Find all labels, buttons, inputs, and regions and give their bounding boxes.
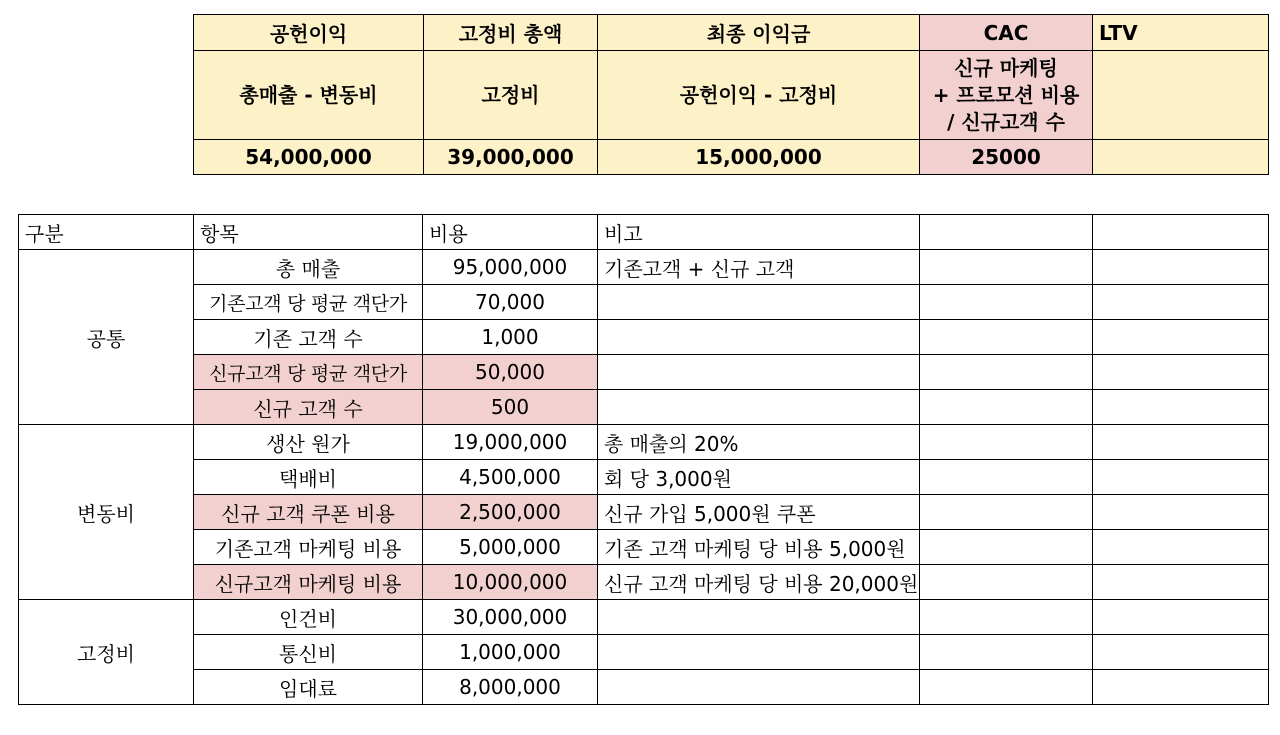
item-cell[interactable]: 기존고객 마케팅 비용	[194, 530, 423, 565]
cost-cell[interactable]: 4,500,000	[423, 460, 598, 495]
empty-cell[interactable]	[1093, 425, 1269, 460]
item-cell[interactable]: 총 매출	[194, 250, 423, 285]
table-row	[19, 250, 1269, 285]
cost-cell[interactable]: 95,000,000	[423, 250, 598, 285]
empty-cell[interactable]	[1093, 600, 1269, 635]
cost-cell[interactable]: 1,000,000	[423, 635, 598, 670]
cost-cell[interactable]: 500	[423, 390, 598, 425]
empty-cell[interactable]	[1093, 250, 1269, 285]
summary-value-final-profit[interactable]: 15,000,000	[598, 140, 920, 175]
item-cell[interactable]: 신규 고객 수	[194, 390, 423, 425]
empty-cell[interactable]	[1093, 320, 1269, 355]
note-cell[interactable]: 기존고객 + 신규 고객	[598, 250, 920, 285]
cost-table	[18, 214, 1269, 705]
note-cell[interactable]	[598, 390, 920, 425]
empty-cell[interactable]	[920, 565, 1093, 600]
empty-cell[interactable]	[920, 495, 1093, 530]
empty-cell[interactable]	[920, 425, 1093, 460]
note-cell[interactable]	[598, 320, 920, 355]
note-cell[interactable]	[598, 285, 920, 320]
empty-cell[interactable]	[1093, 355, 1269, 390]
summary-formula-ltv[interactable]	[1093, 51, 1269, 140]
empty-cell[interactable]	[920, 635, 1093, 670]
empty-cell[interactable]	[920, 670, 1093, 705]
table-row	[19, 635, 1269, 670]
cac-formula-line-2: + 프로모션 비용	[932, 82, 1080, 107]
item-cell[interactable]: 신규고객 마케팅 비용	[194, 565, 423, 600]
cost-table-header-row	[19, 215, 1269, 250]
note-cell[interactable]	[598, 355, 920, 390]
summary-formula-row	[194, 51, 1269, 140]
item-cell[interactable]: 기존 고객 수	[194, 320, 423, 355]
cost-cell[interactable]: 10,000,000	[423, 565, 598, 600]
summary-header-fixed-total[interactable]: 고정비 총액	[424, 15, 598, 51]
table-row	[19, 285, 1269, 320]
column-header-note[interactable]: 비고	[598, 215, 920, 250]
empty-cell[interactable]	[920, 530, 1093, 565]
table-row	[19, 670, 1269, 705]
note-cell[interactable]: 기존 고객 마케팅 당 비용 5,000원	[598, 530, 920, 565]
summary-formula-cac[interactable]	[920, 51, 1093, 140]
cost-cell[interactable]: 50,000	[423, 355, 598, 390]
cost-cell[interactable]: 19,000,000	[423, 425, 598, 460]
summary-value-fixed-total[interactable]: 39,000,000	[424, 140, 598, 175]
empty-cell[interactable]	[1093, 565, 1269, 600]
note-cell[interactable]: 총 매출의 20%	[598, 425, 920, 460]
item-cell[interactable]: 임대료	[194, 670, 423, 705]
summary-header-contribution[interactable]: 공헌이익	[194, 15, 424, 51]
empty-cell[interactable]	[1093, 285, 1269, 320]
cost-cell[interactable]: 8,000,000	[423, 670, 598, 705]
summary-formula-final-profit[interactable]: 공헌이익 - 고정비	[598, 51, 920, 140]
table-row	[19, 460, 1269, 495]
summary-header-final-profit[interactable]: 최종 이익금	[598, 15, 920, 51]
table-row	[19, 425, 1269, 460]
empty-cell[interactable]	[1093, 495, 1269, 530]
note-cell[interactable]: 신규 고객 마케팅 당 비용 20,000원	[598, 565, 920, 600]
cac-formula-line-1: 신규 마케팅	[954, 55, 1058, 80]
summary-formula-contribution[interactable]: 총매출 - 변동비	[194, 51, 424, 140]
empty-cell[interactable]	[920, 355, 1093, 390]
summary-header-row	[194, 15, 1269, 51]
empty-cell[interactable]	[920, 390, 1093, 425]
empty-cell[interactable]	[920, 320, 1093, 355]
column-header-item[interactable]: 항목	[194, 215, 423, 250]
group-variable[interactable]: 변동비	[19, 425, 194, 600]
column-header-cost[interactable]: 비용	[423, 215, 598, 250]
group-common[interactable]: 공통	[19, 250, 194, 425]
note-cell[interactable]	[598, 635, 920, 670]
item-cell[interactable]: 생산 원가	[194, 425, 423, 460]
empty-cell[interactable]	[920, 250, 1093, 285]
note-cell[interactable]: 신규 가입 5,000원 쿠폰	[598, 495, 920, 530]
summary-value-cac[interactable]: 25000	[920, 140, 1093, 175]
column-header-empty-1[interactable]	[920, 215, 1093, 250]
table-row	[19, 565, 1269, 600]
group-fixed[interactable]: 고정비	[19, 600, 194, 705]
empty-cell[interactable]	[1093, 460, 1269, 495]
item-cell[interactable]: 기존고객 당 평균 객단가	[194, 285, 423, 320]
note-cell[interactable]	[598, 600, 920, 635]
cac-formula-line-3: / 신규고객 수	[947, 109, 1065, 134]
summary-value-contribution[interactable]: 54,000,000	[194, 140, 424, 175]
column-header-category[interactable]: 구분	[19, 215, 194, 250]
column-header-empty-2[interactable]	[1093, 215, 1269, 250]
summary-value-ltv[interactable]	[1093, 140, 1269, 175]
item-cell[interactable]: 택배비	[194, 460, 423, 495]
cost-cell[interactable]: 70,000	[423, 285, 598, 320]
table-row	[19, 600, 1269, 635]
empty-cell[interactable]	[1093, 635, 1269, 670]
table-row	[19, 495, 1269, 530]
item-cell[interactable]: 신규고객 당 평균 객단가	[194, 355, 423, 390]
table-row	[19, 320, 1269, 355]
empty-cell[interactable]	[1093, 530, 1269, 565]
empty-cell[interactable]	[920, 285, 1093, 320]
note-cell[interactable]	[598, 670, 920, 705]
cost-cell[interactable]: 1,000	[423, 320, 598, 355]
item-cell[interactable]: 신규 고객 쿠폰 비용	[194, 495, 423, 530]
empty-cell[interactable]	[1093, 670, 1269, 705]
summary-formula-fixed-total[interactable]: 고정비	[424, 51, 598, 140]
item-cell[interactable]: 통신비	[194, 635, 423, 670]
table-row	[19, 390, 1269, 425]
cost-cell[interactable]: 2,500,000	[423, 495, 598, 530]
table-row	[19, 530, 1269, 565]
empty-cell[interactable]	[1093, 390, 1269, 425]
table-row	[19, 355, 1269, 390]
cost-cell[interactable]: 30,000,000	[423, 600, 598, 635]
summary-header-cac[interactable]: CAC	[920, 15, 1093, 51]
summary-header-ltv[interactable]: LTV	[1093, 15, 1269, 51]
cost-cell[interactable]: 5,000,000	[423, 530, 598, 565]
note-cell[interactable]: 회 당 3,000원	[598, 460, 920, 495]
item-cell[interactable]: 인건비	[194, 600, 423, 635]
summary-value-row	[194, 140, 1269, 175]
empty-cell[interactable]	[920, 600, 1093, 635]
empty-cell[interactable]	[920, 460, 1093, 495]
summary-table	[193, 14, 1269, 175]
